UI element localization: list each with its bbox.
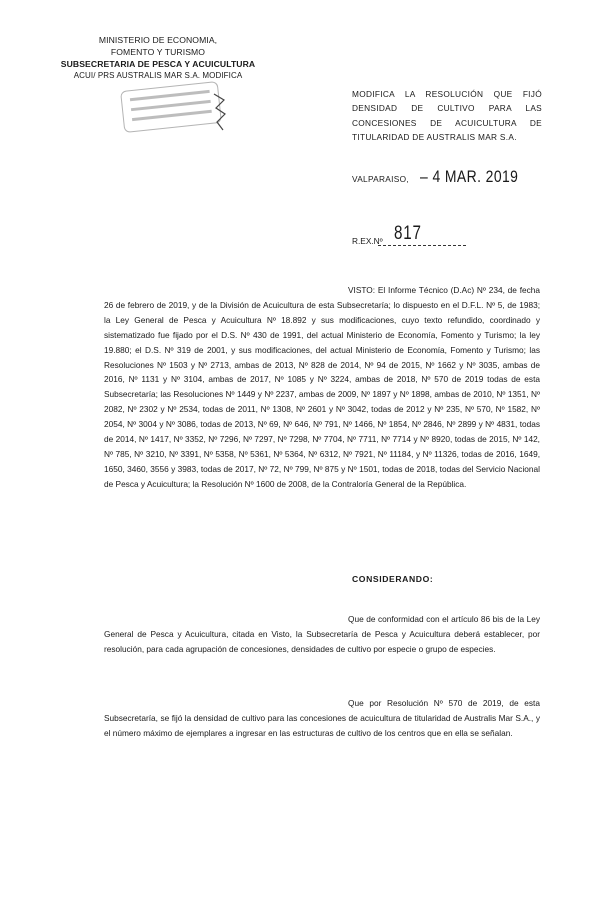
considerando-1-first-line: Que de conformidad con el artículo 86 bis xyxy=(348,614,504,624)
ministry-header xyxy=(58,34,258,82)
header-ministry: MINISTERIO DE ECONOMIA, xyxy=(98,35,218,45)
place-label: VALPARAISO, xyxy=(352,174,409,184)
considerando-paragraph-1 xyxy=(104,612,540,657)
considerando-2-body: esta Subsecretaría, se fijó la densidad de cultivo para las concesiones de acuicultura de titularidad de Australis Mar S.A., y el número máximo de ejemplares a ingresar en las estructuras de cultivo de los centros que en ella se señalan. xyxy=(104,698,540,738)
initials-signature xyxy=(210,90,230,138)
resolution-subject: MODIFICA LA RESOLUCIÓN QUE FIJÓ DENSIDAD DE CULTIVO PARA LAS CONCESIONES DE ACUICULTURA DE TITULARIDAD DE AUSTRALIS MAR S.A. xyxy=(352,89,542,143)
resolution-number-label: R.EX.Nº xyxy=(352,236,383,246)
visto-first-line: VISTO: El Informe Técnico (D.Ac) Nº 234, de xyxy=(348,285,517,295)
considerando-2-first-line: Que por Resolución Nº 570 de 2019, de xyxy=(348,698,519,708)
visto-paragraph xyxy=(104,283,540,492)
considerando-paragraph-2 xyxy=(104,696,540,741)
header-reference: ACUI/ PRS AUSTRALIS MAR S.A. MODIFICA xyxy=(73,71,243,80)
header-ministry-2: FOMENTO Y TURISMO xyxy=(110,47,206,57)
visto-body: fecha 26 de febrero de 2019, y de la División de Acuicultura de esta Subsecretaría; lo dispuesto en el D.F.L. Nº 5, de 1983; la Ley General de Pesca y Acuicultura Nº 18.892 y sus modificaciones, cuyo texto refundido, coordinado y sistematizado fue fijado por el D.S. Nº 430 de 1991, del actual Ministerio de Economía, Fomento y Turismo; la ley 19.880; el D.S. Nº 319 de 2001, y sus modificaciones, del actual Ministerio de Economía, Fomento y Turismo; las Resoluciones Nº 1503 y Nº 2713, ambas de 2013, Nº 828 de 2014, Nº 94 de 2015, Nº 1662 y Nº 3035, ambas de 2016, Nº 1131 y Nº 3104, ambas de 2017, Nº 1085 y Nº 3224, ambas de 2018, Nº 570 de 2019 todas de esta Subsecretaría; las Resoluciones Nº 1449 y Nº 2237, ambas de 2009, Nº 1897 y Nº 1898, ambas de 2010, Nº 1351, Nº 2082, Nº 2302 y Nº 2534, todas de 2011, Nº 1308, Nº 2601 y Nº 3042, todas de 2012 y Nº 235, Nº 570, Nº 1582, Nº 2054, Nº 3004 y Nº 3086, todas de 2013, Nº 69, Nº 646, Nº 791, Nº 1466, Nº 1854, Nº 2846, Nº 2899 y Nº 4831, todas de 2014, Nº 1417, Nº 3352, Nº 7296, Nº 7297, Nº 7298, Nº 7704, Nº 7711, Nº 7714 y Nº 8920, todas de 2015, Nº 142, Nº 785, Nº 3210, Nº 3391, Nº 5358, Nº 5361, Nº 5364, Nº 6312, Nº 7921, Nº 11184, y Nº 11326, todas de 2016, 1649, 1650, 3460, 3556 y 3983, todas de 2017, Nº 72, Nº 799, Nº 875 y Nº 1501, todas de 2018, todas del Servicio Nacional de Pesca y Acuicultura; la Resolución Nº 1600 de 2008, de la Contraloría General de la República. xyxy=(104,285,540,489)
considerando-1-body: de la Ley General de Pesca y Acuicultura, citada en Visto, la Subsecretaría de Pesca y Acuicultura deberá establecer, por resolución, para cada agrupación de concesiones, densidades de cultivo por especie o grupo de especies. xyxy=(104,614,540,654)
resolution-number: 817 xyxy=(394,223,422,244)
header-subsecretaria: SUBSECRETARIA DE PESCA Y ACUICULTURA xyxy=(60,59,256,69)
date-stamp: – 4 MAR. 2019 xyxy=(420,167,519,186)
office-stamp xyxy=(120,81,222,133)
resolution-number-line xyxy=(378,245,466,246)
considerando-heading: CONSIDERANDO: xyxy=(352,574,434,584)
